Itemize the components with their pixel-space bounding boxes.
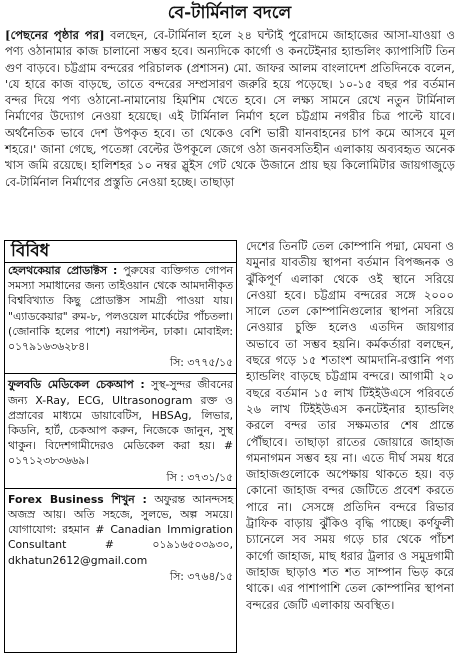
ad-divider	[5, 373, 236, 374]
ad-title: ফুলবডি মেডিকেল চেকআপ :	[8, 378, 145, 392]
classified-ad-healthcare	[5, 263, 236, 370]
continuation-tag: [পেছনের পৃষ্ঠার পর]	[5, 28, 105, 42]
classified-ads-box	[4, 240, 237, 653]
ad-text: অফুরন্ত আনন্দসহ অজস্র আয়। অতি সহজে, সুলভে, অল্প সময়ে। যোগাযোগ: রহমান # Canadian Immigration Consultant # ০১৯১৬৫০৩৯৩০, dkhatun2612@gmail.com	[8, 492, 233, 567]
lead-text: বলছেন, বে-টার্মিনাল হলে ২৪ ঘন্টাই পুরোদমে জাহাজের আসা-যাওয়া ও পণ্য ওঠানামার কাজ চালানো সম্ভব হবে। অন্যদিকে কার্গো ও কনটেইনার হ্যান্ডলিং ক্যাপাসিটি তিন গুণ বাড়বে। চট্টগ্রাম বন্দরের পরিচালক (প্রশাসন) মো. জাফর আলম বাংলাদেশ প্রতিদিনকে বলেন, 'যে হারে কাজ বাড়ছে, তাতে বন্দরের সম্প্রসারণ জরুরি হয়ে পড়েছে। ১০-১৫ বছর পর বর্তমান বন্দর দিয়ে পণ্য ওঠানো-নামানোয় হিমশিম খেতে হবে। সে লক্ষ্য সামনে রেখে নতুন টার্মিনাল নির্মাণের উদ্যোগ নেওয়া হয়েছে। এই টার্মিনাল নির্মাণ হলে চট্টগ্রাম নগরীর চিত্র পাল্টে যাবে। অর্থনৈতিক ভাবে দেশ উপকৃত হবে। তা থেকেও বেশি ভারী যানবাহনের চাপ কমে আসবে মূল শহরে।' জানা গেছে, পতেঙ্গা বেল্টের উপকূলে জেগে ওঠা জনবসতিহীন এলাকায় অব্যবহৃত অনেক খাস জমি রয়েছে। হালিশহর ১০ নম্বর স্লুইস গেট থেকে উজানে প্রায় ছয় কিলোমিটার জায়গাজুড়ে বে-টার্মিনাল নির্মাণের প্রস্তুতি নেওয়া হচ্ছে। তাছাড়া	[5, 28, 456, 189]
continuation-text: দেশের তিনটি তেল কোম্পানি পদ্মা, মেঘনা ও যমুনার যাবতীয় স্থাপনা বর্তমান বিপজ্জনক ও ঝুঁকিপূর্ণ এলাকা থেকে ওই স্থানে সরিয়ে নেওয়া হবে। চট্টগ্রাম বন্দরের সঙ্গে ২০০০ সালে তেল কোম্পানিগুলোর স্থাপনা সরিয়ে নেওয়ার চুক্তি হলেও এতদিন জায়গার অভাবে তা সম্ভব হয়নি। কর্মকর্তারা বলছেন, বছরে গড়ে ১৫ শতাংশ আমদানি-রপ্তানি পণ্য হ্যান্ডলিং বাড়ছে চট্টগ্রাম বন্দরে। আগামী ২০ বছরে বর্তমান ১৫ লাখ টিইইউএসে পরিবর্তে ২৬ লাখ টিইইউএস কনটেইনার হ্যান্ডলিং করলে বন্দর তার সক্ষমতার শেষ প্রান্তে পৌঁছাবে। তাছাড়া রাতের জোয়ারে জাহাজ গমনাগমন সম্ভব হয় না। এতে দীর্ঘ সময় ধরে জাহাজগুলোকে অপেক্ষায় থাকতে হয়। বড় কোনো জাহাজ বন্দর জেটিতে প্রবেশ করতে পারে না। সেসঙ্গে প্রতিদিন বন্দরে রিভার ট্রাফিক বাড়ায় ঝুঁকিও বৃদ্ধি পাচ্ছে। কর্ণফুলী চ্যানেলে সব সময় গড়ে চার থেকে পাঁচশ কার্গো জাহাজ, মাছ ধরার ট্রলার ও সমুদ্রগামী জাহাজ ছাড়াও শত শত সাম্পান ভিড় করে থাকে। এর পাশাপাশি তেল কোম্পানির স্থাপনা বন্দরের জেটি এলাকায় অবস্থিত।	[246, 239, 454, 612]
ad-code: সি : ৩৭৩১/১৫	[166, 470, 233, 484]
ad-text: পুরুষের ব্যক্তিগত গোপন সমস্যা সমাধানের জন্য তাইওয়ান থেকে আমদানীকৃত বিশ্ববিখ্যাত কিছু প্রোডাক্টস সামগ্রী পাওয়া যায়। "এ্যাডকেয়ার" রুম-৮, পলওয়েল মার্কেটের পাঁচতলা। (জোনাকি হলের পাশে) নয়াপল্টন, ঢাকা। মোবাইল: ০১৭৯১৬৩৬২৮৪।	[8, 264, 233, 354]
article-lead-paragraph	[5, 27, 455, 190]
ad-divider	[5, 488, 236, 489]
ad-code: সি: ৩৭৬৪/১৫	[169, 569, 233, 583]
classified-header: বিবিধ	[5, 241, 236, 263]
ad-title: Forex Business শিখুন :	[8, 492, 147, 506]
classified-ad-medical-checkup	[5, 377, 236, 484]
ad-title: হেলথকেয়ার প্রোডাক্টস :	[8, 264, 118, 277]
classified-ad-forex	[5, 492, 236, 584]
article-continuation-column	[246, 238, 454, 654]
article-headline: বে-টার্মিনাল বদলে	[167, 3, 292, 23]
ad-text: সুস্থ-সুন্দর জীবনের জন্য X-Ray, ECG, Ultrasonogram রক্ত ও প্রস্রাবের মাধ্যমে ডায়াবেটিস, HBSAg, লিভার, কিডনি, হার্ট, চেকআপ করুন, নিজেকে জানুন, সুস্থ থাকুন। বিদেশগামীদেরও মেডিকেল করা হয়। # ০১৭১২৩৮৩৬৬৯।	[8, 378, 233, 468]
ad-code: সি: ৩৭৭৫/১৫	[169, 356, 233, 370]
